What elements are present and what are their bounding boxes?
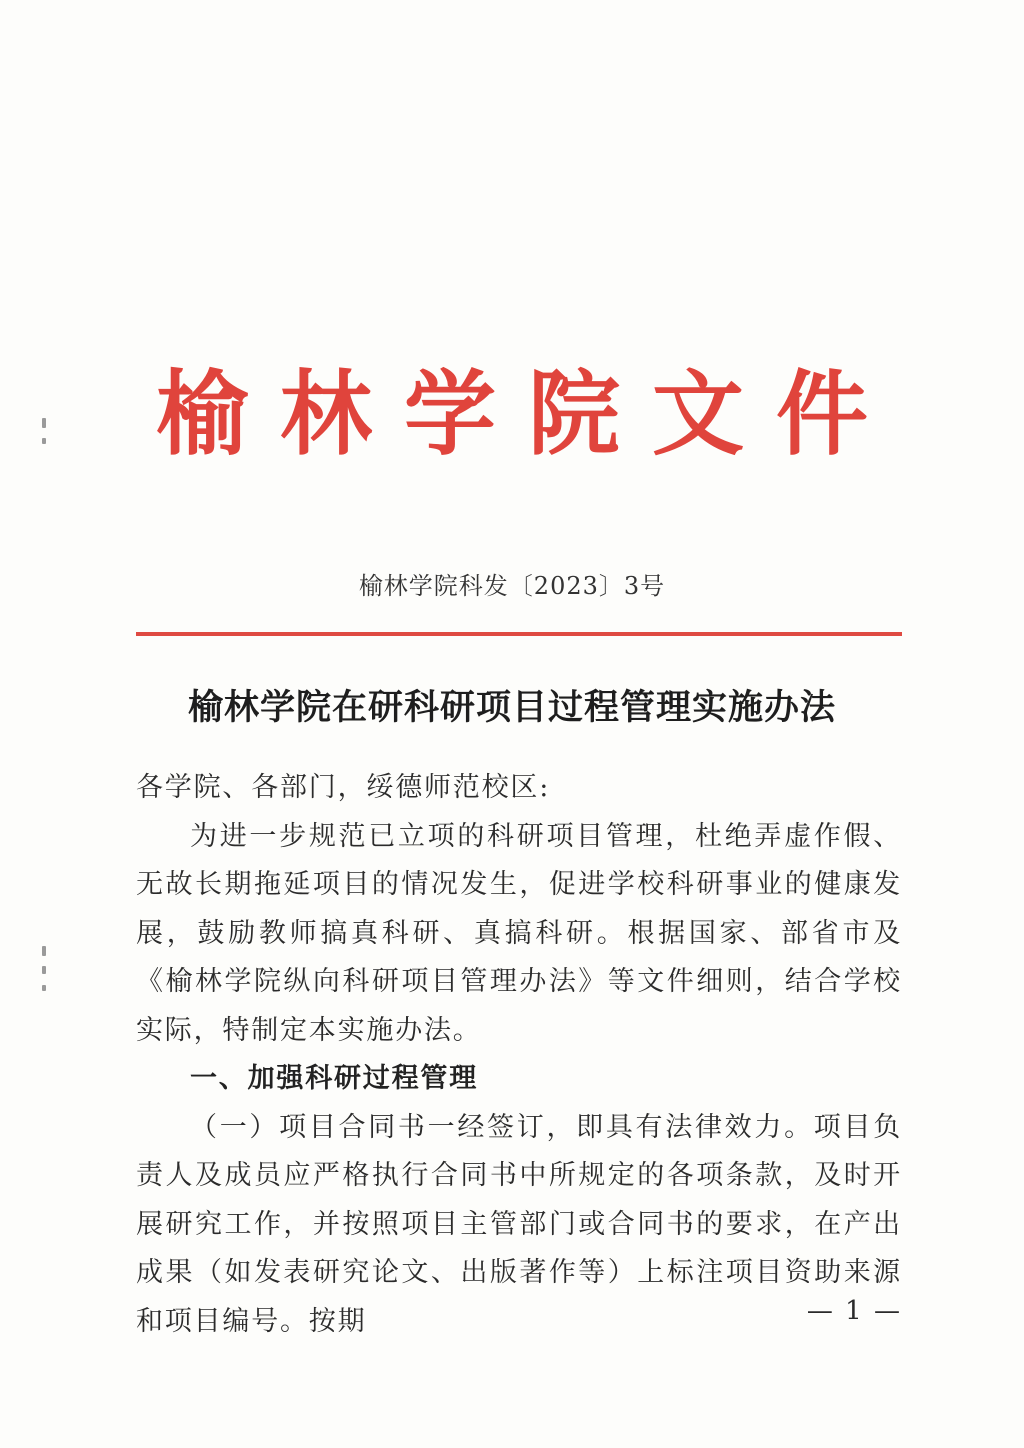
binding-mark — [42, 966, 46, 974]
salutation: 各学院、各部门，绥德师范校区: — [136, 772, 551, 803]
header-char: 林 — [279, 360, 372, 468]
header-char: 院 — [527, 360, 620, 468]
item-paragraph: （一）项目合同书一经签订，即具有法律效力。项目负责人及成员应严格执行合同书中所规定的各项条款，及时开展研究工作，并按照项目主管部门或合同书的要求，在产出成果（如发表研究论文、出版著作等）上标注项目资助来源和项目编号。按期 — [136, 1111, 902, 1337]
binding-mark — [42, 946, 46, 956]
document-body — [136, 764, 902, 1346]
document-number: 榆林学院科发〔2023〕3号 — [358, 572, 666, 600]
document-title: 榆林学院在研科研项目过程管理实施办法 — [187, 687, 836, 728]
binding-mark — [42, 985, 46, 991]
header-char: 榆 — [155, 360, 248, 468]
header-char: 学 — [403, 360, 496, 468]
document-header — [140, 352, 884, 468]
binding-mark — [42, 438, 46, 444]
binding-mark — [42, 418, 46, 428]
intro-paragraph: 为进一步规范已立项的科研项目管理，杜绝弄虚作假、无故长期拖延项目的情况发生，促进学校科研事业的健康发展，鼓励教师搞真科研、真搞科研。根据国家、部省市及《榆林学院纵向科研项目管理办法》等文件细则，结合学校实际，特制定本实施办法。 — [136, 820, 902, 1046]
red-divider-line — [136, 632, 902, 636]
header-char: 文 — [651, 360, 744, 468]
section-heading: 一、加强科研过程管理 — [190, 1063, 478, 1094]
page-number: — 1 — — [806, 1296, 902, 1326]
header-char: 件 — [775, 360, 868, 468]
